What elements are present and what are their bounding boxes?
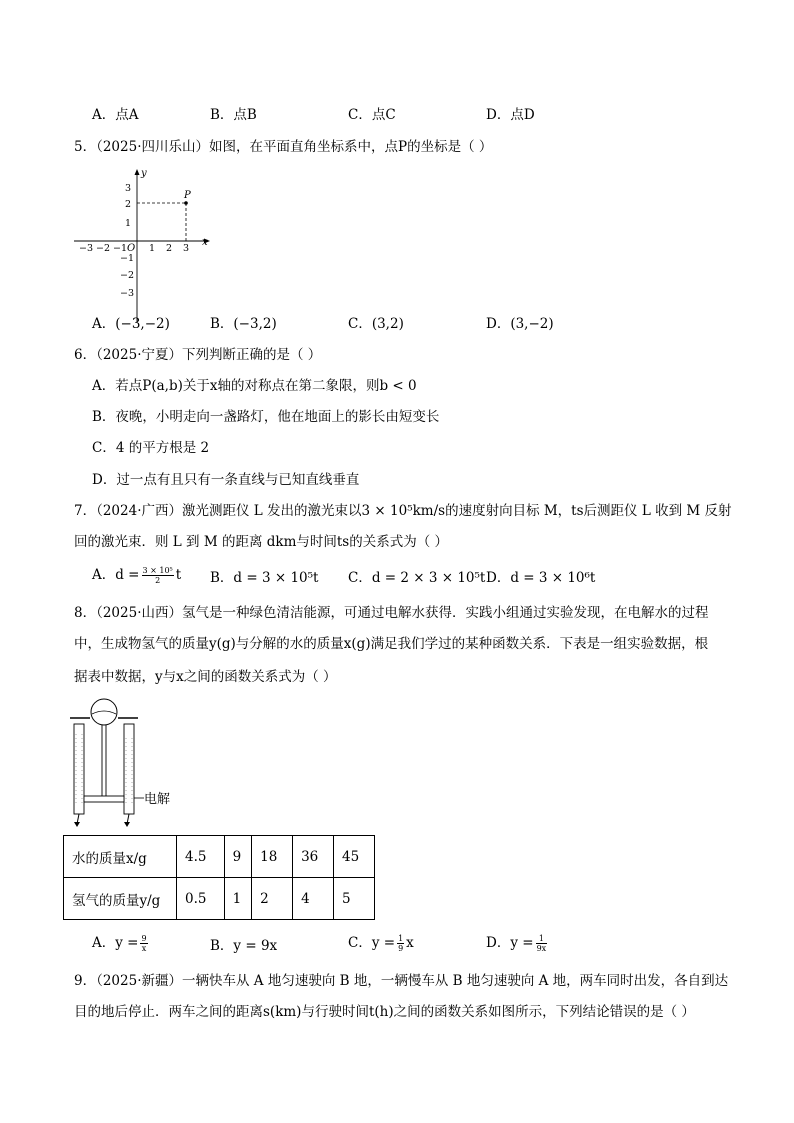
x-tick: −3 <box>79 243 94 254</box>
origin-label: O <box>127 243 136 254</box>
q8-option-a-prefix: A．y = <box>92 935 139 951</box>
q7-option-a-suffix: t <box>175 567 182 583</box>
x-tick: −2 <box>96 243 111 254</box>
point-p-label: P <box>184 190 191 201</box>
q5-option-d: D．(3,−2) <box>486 316 554 332</box>
y-tick: −1 <box>120 253 135 264</box>
q4-option-c: C．点C <box>348 107 396 123</box>
y-tick: 3 <box>125 183 132 194</box>
q8-option-c <box>348 931 414 953</box>
table-cell: 36 <box>293 836 334 878</box>
q7-option-a-denominator: 2 <box>155 576 161 585</box>
x-tick: 3 <box>183 243 190 254</box>
q6-stem: 6．（2025·宁夏）下列判断正确的是（ ） <box>74 347 322 363</box>
q8-option-b: B．y = 9x <box>210 938 278 954</box>
q6-option-a: A．若点P(a,b)关于x轴的对称点在第二象限，则b < 0 <box>92 378 417 394</box>
q7-stem-line1: 7．（2024·广西）激光测距仪 L 发出的激光束以3 × 10⁵km/s的速度射向目标 M，ts后测距仪 L 收到 M 反射 <box>74 503 732 519</box>
table-cell: 5 <box>334 878 375 920</box>
table-cell: 4 <box>293 878 334 920</box>
q6-option-d: D．过一点有且只有一条直线与已知直线垂直 <box>92 472 360 488</box>
y-axis-label: y <box>141 168 147 179</box>
q7-option-b: B．d = 3 × 10⁵t <box>210 570 319 586</box>
q8-option-a <box>92 931 150 953</box>
q8-option-d-numerator: 1 <box>536 934 548 944</box>
q4-option-a: A．点A <box>92 107 139 123</box>
q8-stem-line3: 据表中数据，y与x之间的函数关系式为（ ） <box>74 669 337 685</box>
table-cell: 2 <box>252 878 293 920</box>
table-row-header: 氢气的质量y/g <box>64 878 177 920</box>
q8-option-d <box>486 931 549 953</box>
y-tick: 1 <box>125 218 132 229</box>
q7-option-c: C．d = 2 × 3 × 10⁵t <box>348 570 486 586</box>
table-cell: 45 <box>334 836 375 878</box>
y-tick: −2 <box>120 270 135 281</box>
q9-stem-line2: 目的地后停止．两车之间的距离s(km)与行驶时间t(h)之间的函数关系如图所示，下列结论错误的是（ ） <box>74 1004 695 1020</box>
q4-option-b: B．点B <box>210 107 257 123</box>
point-p <box>184 201 188 205</box>
q7-option-a-numerator: 3 × 10⁵ <box>142 566 173 575</box>
q7-option-d: D．d = 3 × 10⁶t <box>486 570 596 586</box>
q9-stem-line1: 9．（2025·新疆）一辆快车从 A 地匀速驶向 B 地，一辆慢车从 B 地匀速驶向 A 地，两车同时出发，各自到达 <box>74 973 729 989</box>
q8-stem-line2: 中，生成物氢气的质量y(g)与分解的水的质量x(g)满足我们学过的某种函数关系．下表是一组实验数据，根 <box>74 636 709 652</box>
q6-option-b: B．夜晚，小明走向一盏路灯，他在地面上的影长由短变长 <box>92 409 440 425</box>
q8-option-c-suffix: x <box>406 935 414 951</box>
q5-option-b: B．(−3,2) <box>210 316 277 332</box>
table-cell: 1 <box>224 878 252 920</box>
apparatus-label: 电解 <box>144 792 171 807</box>
q8-option-a-numerator: 9 <box>141 934 147 943</box>
table-cell: 9 <box>224 836 252 878</box>
q5-option-c: C．(3,2) <box>348 316 404 332</box>
q7-option-a-prefix: A．d = <box>92 567 140 583</box>
x-tick: 2 <box>166 243 173 254</box>
q5-stem: 5．（2025·四川乐山）如图，在平面直角坐标系中，点P的坐标是（ ） <box>74 139 493 155</box>
y-tick: −3 <box>120 288 135 299</box>
q7-stem-line2: 回的激光束．则 L 到 M 的距离 dkm与时间ts的关系式为（ ） <box>74 534 449 550</box>
y-tick: 2 <box>125 199 132 210</box>
q8-data-table <box>63 835 375 920</box>
electrolysis-apparatus-figure <box>66 694 186 828</box>
q8-option-c-prefix: C．y = <box>348 935 396 951</box>
table-cell: 4.5 <box>177 836 225 878</box>
q8-option-c-denominator: 9 <box>398 944 404 953</box>
q6-option-c: C．4 的平方根是 2 <box>92 440 210 456</box>
x-tick: −1 <box>113 243 128 254</box>
table-row <box>64 878 375 920</box>
q5-coordinate-graph <box>70 165 220 325</box>
q4-option-d: D．点D <box>486 107 535 123</box>
q5-option-a: A．(−3,−2) <box>92 316 170 332</box>
q8-option-d-prefix: D．y = <box>486 935 534 951</box>
q8-option-d-denominator: 9x <box>536 944 547 953</box>
q8-option-a-denominator: x <box>141 944 147 953</box>
table-cell: 0.5 <box>177 878 225 920</box>
table-row <box>64 836 375 878</box>
x-axis-label: x <box>202 237 208 248</box>
q8-option-c-numerator: 1 <box>398 934 404 943</box>
q8-stem-line1: 8．（2025·山西）氢气是一种绿色清洁能源，可通过电解水获得．实践小组通过实验发现，在电解水的过程 <box>74 605 709 621</box>
q7-option-a <box>92 563 181 585</box>
table-cell: 18 <box>252 836 293 878</box>
x-tick: 1 <box>149 243 156 254</box>
table-row-header: 水的质量x/g <box>64 836 177 878</box>
